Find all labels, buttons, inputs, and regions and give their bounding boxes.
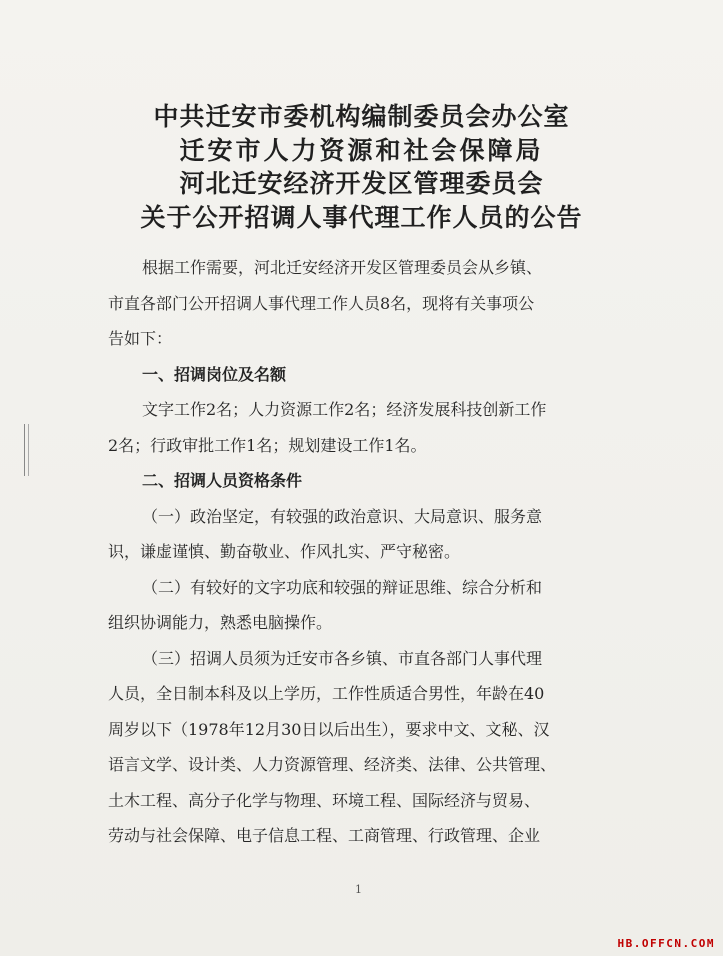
title-line-4: 关于公开招调人事代理工作人员的公告: [140, 202, 583, 232]
document-body: [108, 250, 604, 854]
intro-line-2: 市直各部门公开招调人事代理工作人员8名，现将有关事项公: [108, 293, 535, 313]
item-2-line-2: 组织协调能力，熟悉电脑操作。: [108, 613, 333, 632]
item-1-line-2: 识，谦虚谨慎、勤奋敬业、作风扎实、严守秘密。: [108, 542, 461, 561]
item-3-line-4: 语言文学、设计类、人力资源管理、经济类、法律、公共管理、: [108, 755, 557, 774]
section-1-line-2: 2名；行政审批工作1名；规划建设工作1名。: [108, 435, 427, 455]
site-watermark: HB.OFFCN.COM: [617, 937, 715, 950]
section-1-line-1: 文字工作2名；人力资源工作2名；经济发展科技创新工作: [142, 400, 547, 419]
item-3-line-1: （三）招调人员须为迁安市各乡镇、市直各部门人事代理: [142, 648, 543, 668]
item-3-line-6: 劳动与社会保障、电子信息工程、工商管理、行政管理、企业: [108, 826, 541, 845]
intro-line-3: 告如下：: [108, 329, 173, 348]
item-2-line-1: （二）有较好的文字功底和较强的辩证思维、综合分析和: [142, 577, 543, 597]
document-title: [0, 100, 723, 234]
item-3-line-5: 土木工程、高分子化学与物理、环境工程、国际经济与贸易、: [108, 790, 541, 810]
title-line-1: 中共迁安市委机构编制委员会办公室: [153, 102, 570, 131]
title-line-2: 迁安市人力资源和社会保障局: [179, 135, 544, 165]
binding-mark: [24, 424, 29, 476]
title-line-3: 河北迁安经济开发区管理委员会: [179, 169, 544, 198]
item-3-line-2: 人员，全日制本科及以上学历，工作性质适合男性，年龄在40: [108, 684, 545, 703]
item-3-line-3: 周岁以下（1978年12月30日以后出生），要求中文、文秘、汉: [108, 719, 550, 739]
section-2-heading: 二、招调人员资格条件: [142, 471, 303, 490]
item-1-line-1: （一）政治坚定，有较强的政治意识、大局意识、服务意: [142, 506, 543, 526]
intro-line-1: 根据工作需要，河北迁安经济开发区管理委员会从乡镇、: [142, 258, 543, 277]
page-number: 1: [355, 883, 362, 896]
section-1-heading: 一、招调岗位及名额: [142, 364, 287, 384]
